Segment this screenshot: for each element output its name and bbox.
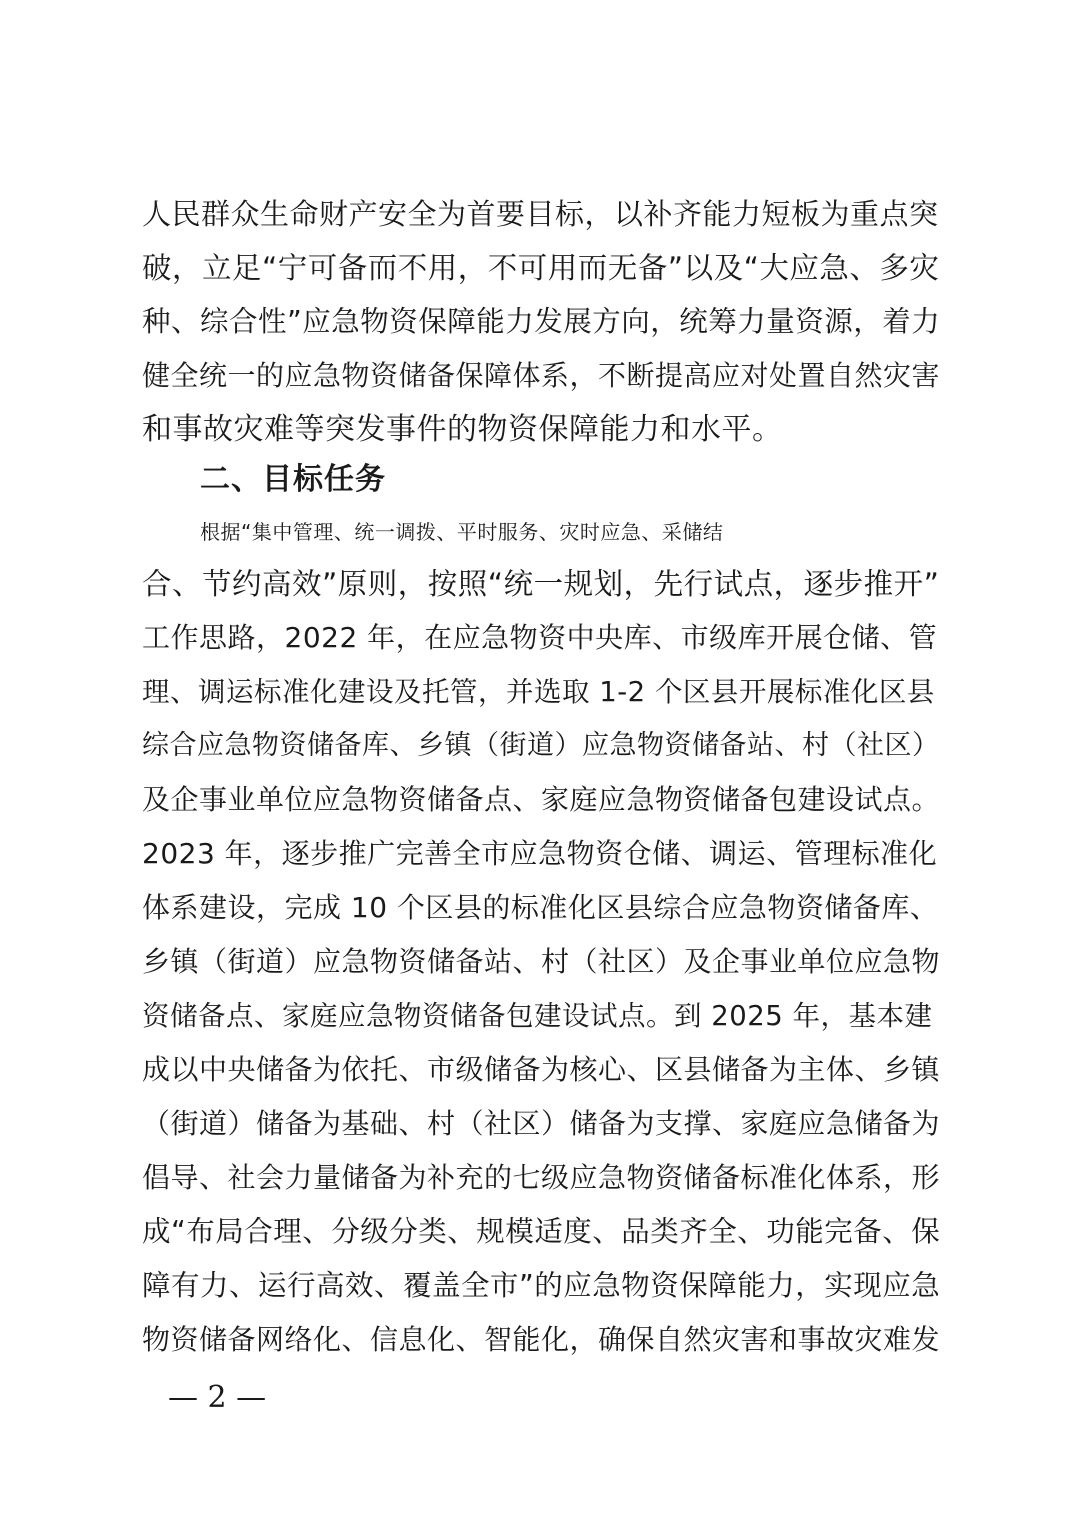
paragraph-line: 根据“集中管理、统一调拨、平时服务、灾时应急、采储结 bbox=[200, 520, 724, 544]
paragraph-line: 乡镇（街道）应急物资储备站、村（社区）及企事业单位应急物 bbox=[142, 945, 941, 978]
paragraph-line: 健全统一的应急物资储备保障体系，不断提高应对处置自然灾害 bbox=[142, 359, 941, 392]
paragraph-line: 资储备点、家庭应急物资储备包建设试点。到 2025 年，基本建 bbox=[142, 1000, 933, 1032]
paragraph-line: 和事故灾难等突发事件的物资保障能力和水平。 bbox=[142, 412, 783, 447]
paragraph-line: 理、调运标准化建设及托管，并选取 1-2 个区县开展标准化区县 bbox=[142, 676, 935, 708]
paragraph-line: 障有力、运行高效、覆盖全市”的应急物资保障能力，实现应急 bbox=[142, 1269, 941, 1302]
paragraph-line: 成“布局合理、分级分类、规模适度、品类齐全、功能完备、保 bbox=[142, 1215, 941, 1248]
paragraph-line: 人民群众生命财产安全为首要目标，以补齐能力短板为重点突 bbox=[142, 197, 939, 231]
section-heading: 二、目标任务 bbox=[200, 462, 386, 497]
paragraph-line: 合、节约高效”原则，按照“统一规划，先行试点，逐步推开” bbox=[142, 567, 940, 601]
paragraph-line: （街道）储备为基础、村（社区）储备为支撑、家庭应急储备为 bbox=[142, 1107, 941, 1140]
paragraph-line: 2023 年，逐步推广完善全市应急物资仓储、调运、管理标准化 bbox=[142, 837, 938, 870]
paragraph-line: 物资储备网络化、信息化、智能化，确保自然灾害和事故灾难发 bbox=[142, 1323, 941, 1356]
paragraph-line: 成以中央储备为依托、市级储备为核心、区县储备为主体、乡镇 bbox=[142, 1053, 941, 1086]
paragraph-line: 工作思路，2022 年，在应急物资中央库、市级库开展仓储、管 bbox=[142, 621, 938, 654]
paragraph-line: 体系建设，完成 10 个区县的标准化区县综合应急物资储备库、 bbox=[142, 891, 939, 924]
paragraph-line: 综合应急物资储备库、乡镇（街道）应急物资储备站、村（社区） bbox=[142, 730, 940, 761]
paragraph-line: 倡导、社会力量储备为补充的七级应急物资储备标准化体系，形 bbox=[142, 1161, 941, 1194]
paragraph-line: 及企事业单位应急物资储备点、家庭应急物资储备包建设试点。 bbox=[142, 783, 941, 816]
paragraph-line: 破，立足“宁可备而不用，不可用而无备”以及“大应急、多灾 bbox=[142, 251, 940, 285]
page-number: — 2 — bbox=[168, 1380, 267, 1415]
paragraph-line: 种、综合性”应急物资保障能力发展方向，统筹力量资源，着力 bbox=[142, 305, 941, 338]
